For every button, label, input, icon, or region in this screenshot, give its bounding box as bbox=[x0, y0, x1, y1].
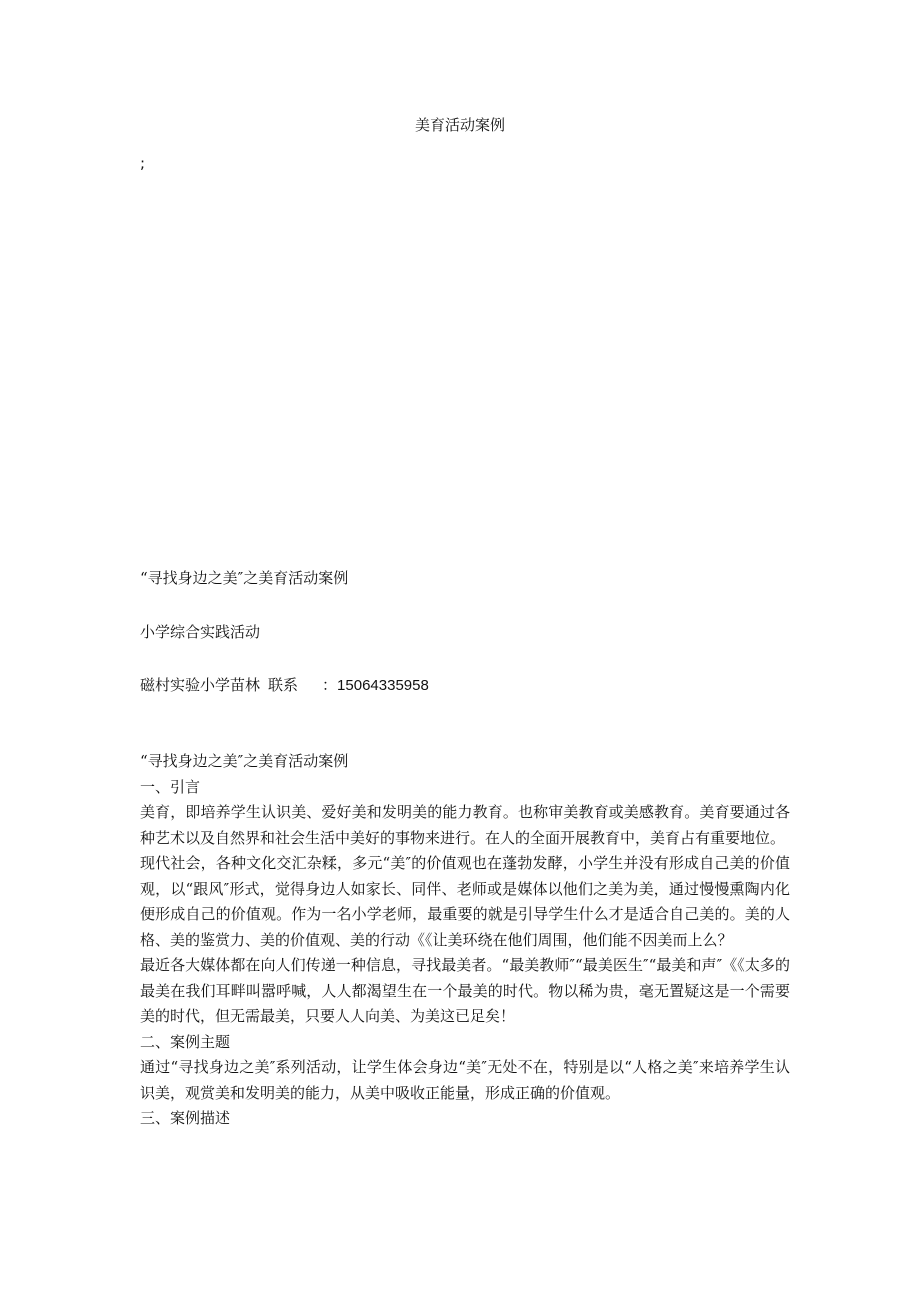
paragraph: 现代社会，各种文化交汇杂糅，多元“美″的价值观也在蓬勃发酵，小学生并没有形成自己美的价值观，以“跟风″形式，觉得身边人如家长、同伴、老师或是媒体以他们之美为美，通过慢慢熏陶内化便形成自己的价值观。作为一名小学老师，最重要的就是引导学生什么才是适合自己美的。美的人格、美的鉴赏力、美的价值观、美的行动《《让美环绕在他们周围，他们能不因美而上么？ bbox=[140, 854, 790, 949]
stray-semicolon: ; bbox=[140, 154, 146, 172]
section-title-description: 三、案例描述 bbox=[140, 1109, 231, 1127]
cover-author-line bbox=[140, 674, 429, 697]
document-title: 美育活动案例 bbox=[414, 116, 505, 134]
contact-colon: ： bbox=[322, 676, 338, 694]
contact-phone: 15064335958 bbox=[337, 677, 429, 694]
contact-label: 联系 bbox=[268, 676, 299, 694]
paragraph: 美育，即培养学生认识美、爱好美和发明美的能力教育。也称审美教育或美感教育。美育要通过各种艺术以及自然界和社会生活中美好的事物来进行。在人的全面开展教育中，美育占有重要地位。 bbox=[140, 803, 790, 847]
body-heading: “寻找身边之美″之美育活动案例 bbox=[140, 752, 349, 770]
paragraph: 通过“寻找身边之美″系列活动，让学生体会身边“美″无处不在，特别是以“人格之美″来培养学生认识美，观赏美和发明美的能力，从美中吸收正能量，形成正确的价值观。 bbox=[140, 1058, 790, 1102]
cover-title: “寻找身边之美″之美育活动案例 bbox=[140, 569, 349, 587]
document-body bbox=[140, 749, 790, 1132]
paragraph: 最近各大媒体都在向人们传递一种信息，寻找最美者。“最美教师″“最美医生″“最美和声″《《太多的最美在我们耳畔叫嚣呼喊，人人都渴望生在一个最美的时代。物以稀为贵，毫无置疑这是一个需要美的时代，但无需最美，只要人人向美、为美这已足矣！ bbox=[140, 956, 790, 1025]
section-title-theme: 二、案例主题 bbox=[140, 1032, 231, 1051]
author-name: 磁村实验小学苗林 bbox=[140, 676, 261, 694]
cover-subtitle: 小学综合实践活动 bbox=[140, 623, 261, 641]
section-title-introduction: 一、引言 bbox=[140, 777, 201, 796]
